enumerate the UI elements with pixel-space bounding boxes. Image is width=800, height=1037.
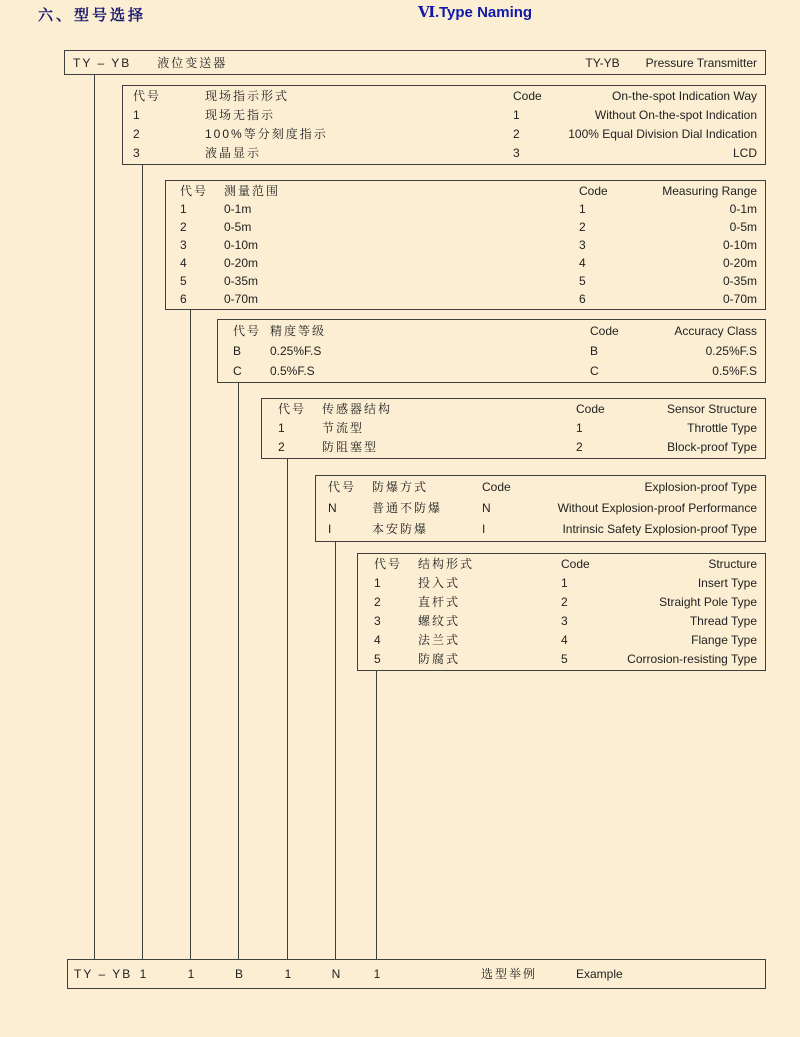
model-header-box: [64, 50, 766, 75]
cn-code-cell: I: [328, 522, 332, 536]
en-code-cell: Code: [482, 480, 511, 494]
cn-label-cell: 0.5%F.S: [270, 364, 315, 378]
type-example-box: [67, 959, 766, 989]
code-table-row: [123, 106, 765, 125]
code-table-row: [358, 574, 765, 593]
cn-code-cell: N: [328, 501, 337, 515]
en-label-cell: Block-proof Type: [667, 440, 757, 454]
en-code-cell: N: [482, 501, 491, 515]
code-table-structure-form: [357, 553, 766, 671]
en-code-cell: 5: [579, 274, 586, 288]
model-code-cn: TY – YB: [73, 56, 132, 70]
code-table-row: [358, 593, 765, 612]
en-code-cell: 1: [561, 576, 568, 590]
en-label-cell: Intrinsic Safety Explosion-proof Type: [562, 522, 757, 536]
cn-code-cell: 1: [180, 202, 187, 216]
cn-label-cell: 防爆方式: [372, 480, 429, 494]
code-table-measuring-range: [165, 180, 766, 310]
en-label-cell: 0-1m: [729, 202, 757, 216]
code-table-sensor-structure: [261, 398, 766, 459]
cn-code-cell: 2: [374, 595, 381, 609]
code-table-row: [218, 341, 765, 361]
en-label-cell: LCD: [732, 146, 757, 160]
cn-label-cell: 精度等级: [270, 324, 327, 338]
en-label-cell: 0-5m: [729, 220, 757, 234]
en-code-cell: Code: [590, 324, 619, 338]
code-table-row: [123, 125, 765, 144]
en-code-cell: 1: [513, 108, 520, 122]
en-label-cell: On-the-spot Indication Way: [612, 89, 757, 103]
connector-line-structure: [376, 671, 377, 959]
connector-line-sensor: [287, 459, 288, 959]
cn-code-cell: 代号: [180, 184, 209, 198]
cn-label-cell: 螺纹式: [418, 614, 461, 628]
cn-code-cell: 代号: [374, 557, 403, 571]
code-table-row: [262, 438, 765, 457]
en-label-cell: Measuring Range: [662, 184, 757, 198]
example-code: 1: [139, 967, 147, 981]
cn-code-cell: 1: [133, 108, 140, 122]
example-code: N: [331, 967, 341, 981]
cn-code-cell: 4: [374, 633, 381, 647]
en-code-cell: Code: [513, 89, 542, 103]
example-model: TY – YB: [74, 967, 133, 981]
en-label-cell: 0-70m: [722, 292, 757, 306]
code-table-row: [358, 555, 765, 574]
model-header-cn: [73, 54, 227, 71]
en-label-cell: Insert Type: [697, 576, 757, 590]
cn-code-cell: 2: [180, 220, 187, 234]
cn-label-cell: 结构形式: [418, 557, 475, 571]
cn-code-cell: C: [233, 364, 242, 378]
code-table-row: [262, 400, 765, 419]
cn-code-cell: 2: [278, 440, 285, 454]
en-code-cell: C: [590, 364, 599, 378]
connector-line-explosion: [335, 542, 336, 959]
code-table-indication: [122, 85, 766, 165]
en-label-cell: 0-10m: [722, 238, 757, 252]
cn-label-cell: 0-70m: [224, 292, 259, 306]
en-label-cell: Flange Type: [691, 633, 757, 647]
cn-code-cell: 3: [374, 614, 381, 628]
code-table-accuracy-class: [217, 319, 766, 383]
code-table-row: [316, 477, 765, 498]
en-label-cell: Sensor Structure: [666, 402, 757, 416]
en-code-cell: 2: [513, 127, 520, 141]
connector-line-range: [190, 310, 191, 959]
code-table-row: [218, 321, 765, 341]
en-code-cell: Code: [576, 402, 605, 416]
cn-label-cell: 0-5m: [224, 220, 252, 234]
en-label-cell: Explosion-proof Type: [644, 480, 757, 494]
product-name-cn: 液位变送器: [157, 56, 228, 70]
en-code-cell: B: [590, 344, 599, 358]
en-code-cell: 4: [561, 633, 568, 647]
en-code-cell: 3: [561, 614, 568, 628]
en-code-cell: 3: [579, 238, 586, 252]
en-code-cell: Code: [579, 184, 608, 198]
connector-line-model: [94, 74, 95, 959]
en-code-cell: 2: [561, 595, 568, 609]
en-code-cell: 1: [579, 202, 586, 216]
cn-code-cell: 3: [180, 238, 187, 252]
cn-label-cell: 0-20m: [224, 256, 259, 270]
page-title-en: [418, 3, 532, 22]
en-label-cell: 0-20m: [722, 256, 757, 270]
cn-label-cell: 法兰式: [418, 633, 461, 647]
cn-label-cell: 液晶显示: [205, 146, 262, 160]
page-title-cn: 六、型号选择: [38, 7, 147, 24]
cn-code-cell: 代号: [133, 89, 162, 103]
code-table-row: [166, 200, 765, 218]
en-code-cell: 4: [579, 256, 586, 270]
cn-code-cell: 代号: [233, 324, 262, 338]
cn-code-cell: 1: [374, 576, 381, 590]
cn-label-cell: 100%等分刻度指示: [205, 127, 328, 141]
code-table-row: [358, 612, 765, 631]
cn-code-cell: 3: [133, 146, 140, 160]
cn-label-cell: 防腐式: [418, 652, 461, 666]
example-code: 1: [187, 967, 195, 981]
section-numeral: Ⅵ.: [418, 5, 439, 21]
cn-label-cell: 现场指示形式: [205, 89, 290, 103]
cn-code-cell: 2: [133, 127, 140, 141]
cn-code-cell: 5: [180, 274, 187, 288]
cn-code-cell: 代号: [328, 480, 357, 494]
cn-code-cell: 5: [374, 652, 381, 666]
en-code-cell: 2: [576, 440, 583, 454]
cn-label-cell: 测量范围: [224, 184, 281, 198]
page-title-en-text: Type Naming: [439, 4, 533, 21]
code-table-row: [166, 272, 765, 290]
en-label-cell: 0-35m: [722, 274, 757, 288]
example-code: B: [234, 967, 244, 981]
cn-code-cell: 代号: [278, 402, 307, 416]
cn-label-cell: 普通不防爆: [372, 501, 443, 515]
code-table-row: [166, 182, 765, 200]
cn-label-cell: 直杆式: [418, 595, 461, 609]
example-label-cn: 选型举例: [481, 967, 538, 981]
en-code-cell: Code: [561, 557, 590, 571]
code-table-row: [358, 631, 765, 650]
cn-label-cell: 本安防爆: [372, 522, 429, 536]
en-label-cell: Thread Type: [689, 614, 757, 628]
en-code-cell: 1: [576, 421, 583, 435]
code-table-row: [166, 236, 765, 254]
code-table-row: [166, 254, 765, 272]
en-label-cell: Corrosion-resisting Type: [627, 652, 757, 666]
code-table-row: [358, 650, 765, 669]
en-label-cell: 0.5%F.S: [712, 364, 757, 378]
cn-label-cell: 0.25%F.S: [270, 344, 322, 358]
en-code-cell: 3: [513, 146, 520, 160]
en-label-cell: Throttle Type: [687, 421, 757, 435]
cn-label-cell: 节流型: [322, 421, 365, 435]
model-header-en: [585, 56, 757, 70]
cn-code-cell: B: [233, 344, 242, 358]
cn-label-cell: 0-35m: [224, 274, 259, 288]
cn-code-cell: 6: [180, 292, 187, 306]
en-label-cell: Accuracy Class: [674, 324, 757, 338]
en-label-cell: Without Explosion-proof Performance: [557, 501, 757, 515]
en-label-cell: Structure: [708, 557, 757, 571]
code-table-row: [262, 419, 765, 438]
cn-label-cell: 现场无指示: [205, 108, 276, 122]
cn-code-cell: 4: [180, 256, 187, 270]
code-table-row: [123, 87, 765, 106]
connector-line-indication: [142, 165, 143, 959]
code-table-explosion-proof: [315, 475, 766, 542]
example-label-en: Example: [576, 967, 623, 981]
example-code: 1: [373, 967, 381, 981]
code-table-row: [123, 144, 765, 163]
cn-label-cell: 投入式: [418, 576, 461, 590]
cn-code-cell: 1: [278, 421, 285, 435]
en-label-cell: 0.25%F.S: [705, 344, 757, 358]
connector-line-accuracy: [238, 383, 239, 959]
example-code: 1: [284, 967, 292, 981]
en-label-cell: Without On-the-spot Indication: [594, 108, 757, 122]
en-label-cell: Straight Pole Type: [659, 595, 757, 609]
cn-label-cell: 防阻塞型: [322, 440, 379, 454]
code-table-row: [166, 218, 765, 236]
product-name-en: Pressure Transmitter: [645, 55, 757, 70]
en-code-cell: 5: [561, 652, 568, 666]
code-table-row: [316, 498, 765, 519]
en-label-cell: 100% Equal Division Dial Indication: [568, 127, 757, 141]
en-code-cell: I: [482, 522, 486, 536]
cn-label-cell: 0-1m: [224, 202, 252, 216]
cn-label-cell: 传感器结构: [322, 402, 393, 416]
cn-label-cell: 0-10m: [224, 238, 259, 252]
code-table-row: [218, 361, 765, 381]
en-code-cell: 6: [579, 292, 586, 306]
model-code-en: TY-YB: [585, 55, 620, 70]
code-table-row: [316, 519, 765, 540]
en-code-cell: 2: [579, 220, 586, 234]
code-table-row: [166, 290, 765, 308]
